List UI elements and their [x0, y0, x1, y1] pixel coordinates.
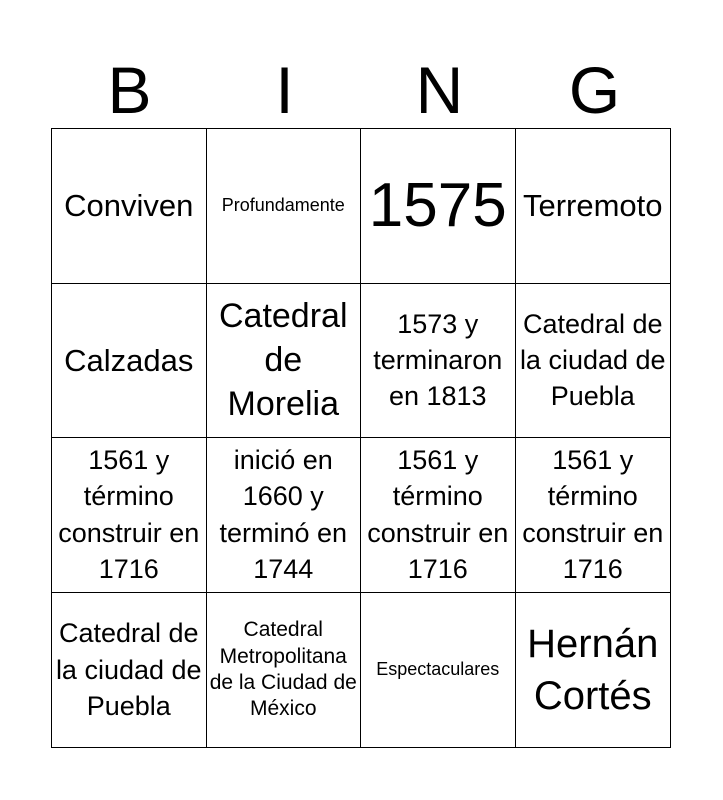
bingo-cell[interactable]: inició en 1660 y terminó en 1744: [207, 438, 362, 593]
bingo-cell[interactable]: Espectaculares: [361, 593, 516, 748]
bingo-cell[interactable]: Catedral de la ciudad de Puebla: [516, 284, 671, 439]
bingo-cell[interactable]: 1561 y término construir en 1716: [361, 438, 516, 593]
bingo-cell[interactable]: Calzadas: [52, 284, 207, 439]
title-letter-g: G: [568, 53, 621, 127]
bingo-cell[interactable]: Catedral de Morelia: [207, 284, 362, 439]
bingo-cell[interactable]: 1561 y término construir en 1716: [516, 438, 671, 593]
bingo-cell[interactable]: Profundamente: [207, 129, 362, 284]
bingo-cell[interactable]: Terremoto: [516, 129, 671, 284]
bingo-cell[interactable]: Catedral de la ciudad de Puebla: [52, 593, 207, 748]
bingo-title: [52, 52, 672, 128]
bingo-cell[interactable]: 1561 y término construir en 1716: [52, 438, 207, 593]
title-letter-b: B: [107, 53, 152, 127]
bingo-cell[interactable]: Hernán Cortés: [527, 621, 659, 718]
bingo-cell[interactable]: Catedral Metropolitana de la Ciudad de México: [207, 593, 362, 748]
bingo-card-grid: [51, 128, 671, 748]
title-letter-n: N: [415, 53, 464, 127]
title-letter-i: I: [275, 53, 294, 127]
bingo-cell[interactable]: 1573 y terminaron en 1813: [361, 284, 516, 439]
bingo-cell[interactable]: 1575: [361, 129, 516, 284]
bingo-cell[interactable]: Conviven: [52, 129, 207, 284]
